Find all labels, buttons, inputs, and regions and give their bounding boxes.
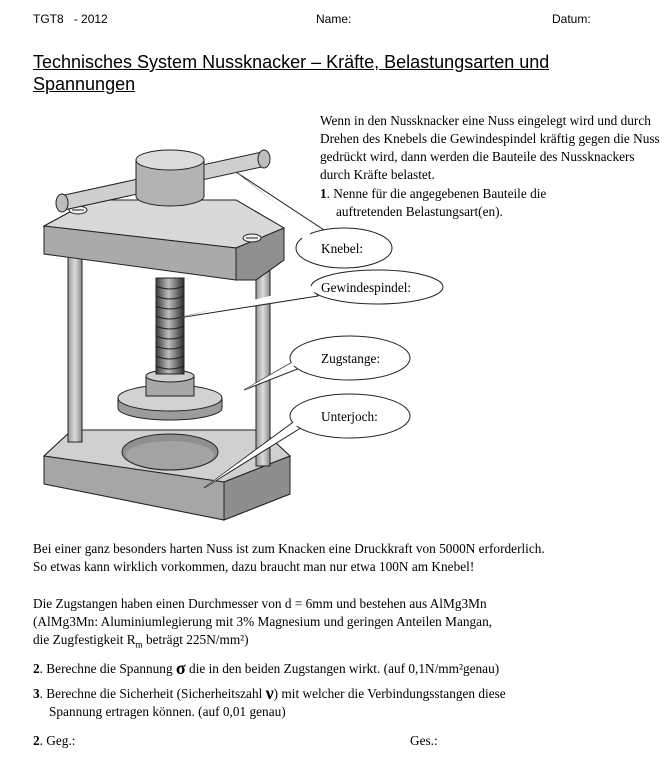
- date-label: Datum:: [552, 12, 591, 26]
- course-year: - 2012: [73, 12, 108, 26]
- answer-number: 2: [33, 733, 40, 748]
- sigma-symbol: σ: [175, 658, 186, 678]
- paragraph-force-line-1: Bei einer ganz besonders harten Nuss ist zum Knacken eine Druckkraft von 5000N erforderlich.: [33, 541, 545, 556]
- task-1-number: 1: [320, 186, 327, 201]
- threaded-spindle: [156, 278, 184, 374]
- paragraph-material-line-2: (AlMg3Mn: Aluminiumlegierung mit 3% Magnesium und geringen Anteilen Mangan,: [33, 614, 493, 629]
- name-label: Name:: [316, 12, 352, 26]
- course-code: TGT8: [33, 12, 64, 26]
- task-3: 3. Berechne die Sicherheit (Sicherheitszahl ν) mit welcher die Verbindungsstangen diese Spannung ertragen können. (auf 0,01 genau): [33, 684, 663, 721]
- task-2-number: 2: [33, 661, 40, 676]
- callout-gewindespindel-label: Gewindespindel:: [321, 280, 412, 295]
- task-2: 2. Berechne die Spannung σ die in den beiden Zugstangen wirkt. (auf 0,1N/mm²genau): [33, 658, 500, 678]
- intro-text: Wenn in den Nussknacker eine Nuss eingelegt wird und durch Drehen des Knebels die Gewindespindel kräftig gegen die Nuss gedrückt wird, dann werden die Bauteile des Nussknackers durch Kräfte belastet.: [320, 113, 660, 182]
- task-1-line-1: . Nenne für die angegebenen Bauteile die: [326, 186, 547, 201]
- callout-zugstange-label: Zugstange:: [321, 351, 381, 366]
- task-3-number: 3: [33, 686, 40, 701]
- paragraph-force: [33, 540, 663, 576]
- paragraph-material: [33, 595, 663, 654]
- paragraph-material-line-3: die Zugfestigkeit $R_m$ beträgt 225N/mm²): [33, 632, 249, 650]
- paragraph-force-line-2: So etwas kann wirklich vorkommen, dazu braucht man nur etwa 100N am Knebel!: [33, 559, 475, 574]
- answer-sought: Ges.:: [410, 733, 438, 748]
- paragraph-material-line-1: Die Zugstangen haben einen Durchmesser von d = 6mm und bestehen aus AlMg3Mn: [33, 596, 487, 611]
- callout-knebel-label: Knebel:: [321, 241, 364, 256]
- callout-unterjoch-label: Unterjoch:: [321, 409, 378, 424]
- nu-symbol: ν: [265, 683, 274, 703]
- course-label: [33, 12, 108, 26]
- task-3-line-2: Spannung ertragen können. (auf 0,01 genau): [49, 704, 286, 719]
- task-1-line-2: auftretenden Belastungsart(en).: [336, 204, 503, 219]
- answer-given: 2. Geg.:: [33, 733, 76, 748]
- lower-yoke: [44, 430, 290, 520]
- pressure-plate: [118, 370, 222, 420]
- nutcracker-illustration: [20, 140, 460, 530]
- page-title: Technisches System Nussknacker – Kräfte, Belastungsarten und Spannungen: [33, 52, 550, 94]
